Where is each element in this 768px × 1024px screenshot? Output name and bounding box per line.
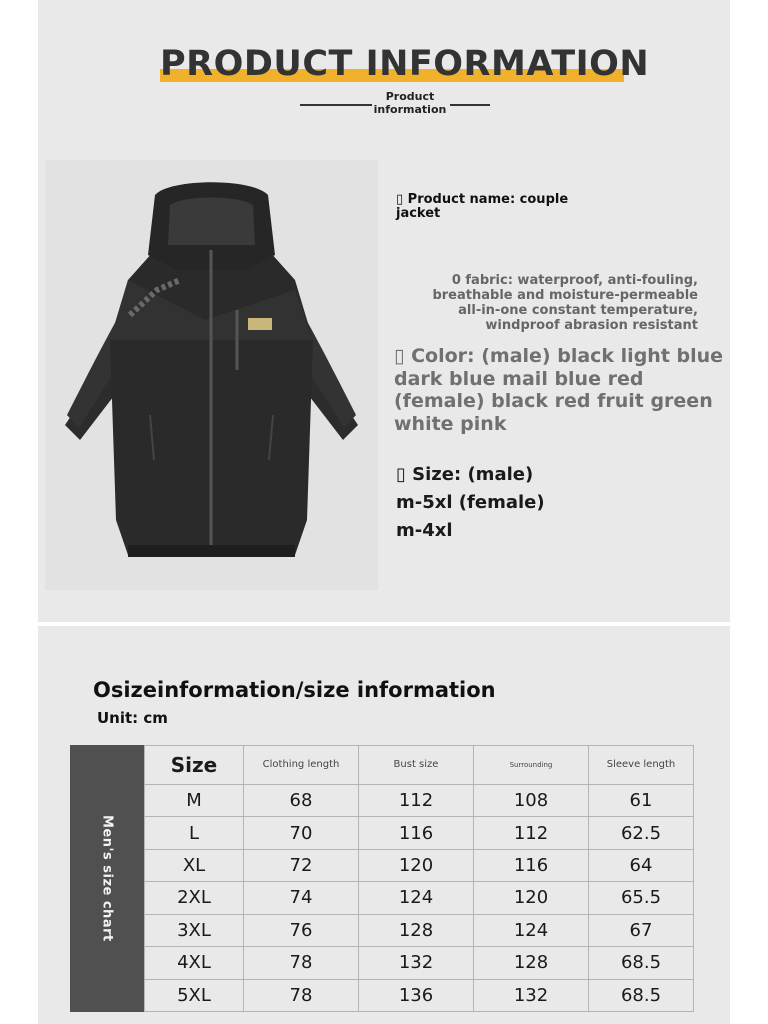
header-size: Size [145, 746, 244, 785]
header-clothing-length: Clothing length [244, 746, 359, 785]
cell-surrounding: 112 [474, 817, 589, 849]
cell-clothing-length: 76 [244, 914, 359, 946]
cell-clothing-length: 72 [244, 849, 359, 881]
product-colors: ▯ Color: (male) black light blue dark blue mail blue red (female) black red fruit green white pink [394, 345, 724, 435]
cell-bust-size: 124 [359, 882, 474, 914]
cell-sleeve-length: 65.5 [589, 882, 694, 914]
header-bust-size: Bust size [359, 746, 474, 785]
header-sleeve-length: Sleeve length [589, 746, 694, 785]
page-subtitle [360, 90, 460, 116]
cell-size: 4XL [145, 947, 244, 979]
size-chart-header-row [145, 746, 694, 785]
cell-size: 5XL [145, 979, 244, 1011]
subtitle-line-1: Product [385, 90, 435, 103]
cell-size: 3XL [145, 914, 244, 946]
subtitle-line-2: information [373, 103, 447, 116]
table-row [145, 849, 694, 881]
jacket-illustration [45, 160, 378, 590]
size-section-title: Osizeinformation/size information [93, 678, 496, 702]
size-range-line-1: ▯ Size: (male) [396, 464, 534, 485]
cell-clothing-length: 68 [244, 785, 359, 817]
cell-clothing-length: 78 [244, 979, 359, 1011]
cell-surrounding: 132 [474, 979, 589, 1011]
product-name: ▯ Product name: couple jacket [396, 192, 569, 221]
cell-clothing-length: 70 [244, 817, 359, 849]
cell-bust-size: 136 [359, 979, 474, 1011]
table-row [145, 785, 694, 817]
size-chart-table [144, 745, 694, 1012]
table-row [145, 882, 694, 914]
cell-sleeve-length: 61 [589, 785, 694, 817]
cell-clothing-length: 78 [244, 947, 359, 979]
size-range-line-3: m-4xl [396, 520, 453, 541]
cell-bust-size: 132 [359, 947, 474, 979]
header-surrounding: Surrounding [474, 746, 589, 785]
cell-size: L [145, 817, 244, 849]
cell-sleeve-length: 68.5 [589, 947, 694, 979]
cell-sleeve-length: 62.5 [589, 817, 694, 849]
table-row [145, 979, 694, 1011]
subtitle-divider-right [450, 104, 490, 106]
product-photo [45, 160, 378, 590]
product-fabric: 0 fabric: waterproof, anti-fouling, breathable and moisture-permeable all-in-one constant temperature, windproof abrasion resistant [432, 273, 698, 333]
unit-label: Unit: cm [97, 709, 168, 727]
brand-logo-patch [248, 318, 272, 330]
cell-surrounding: 120 [474, 882, 589, 914]
size-range-line-2: m-5xl (female) [396, 492, 545, 513]
cell-bust-size: 120 [359, 849, 474, 881]
cell-surrounding: 128 [474, 947, 589, 979]
cell-bust-size: 112 [359, 785, 474, 817]
cell-clothing-length: 74 [244, 882, 359, 914]
cell-size: M [145, 785, 244, 817]
table-row [145, 817, 694, 849]
cell-sleeve-length: 67 [589, 914, 694, 946]
cell-surrounding: 124 [474, 914, 589, 946]
product-size-range [396, 461, 596, 545]
cell-size: XL [145, 849, 244, 881]
cell-surrounding: 108 [474, 785, 589, 817]
cell-bust-size: 116 [359, 817, 474, 849]
cell-sleeve-length: 68.5 [589, 979, 694, 1011]
page-title: PRODUCT INFORMATION [160, 44, 650, 84]
table-row [145, 947, 694, 979]
table-row [145, 914, 694, 946]
cell-sleeve-length: 64 [589, 849, 694, 881]
size-chart-side-text: Men's size chart [99, 815, 115, 942]
cell-size: 2XL [145, 882, 244, 914]
size-chart-side-label [70, 745, 144, 1012]
cell-bust-size: 128 [359, 914, 474, 946]
cell-surrounding: 116 [474, 849, 589, 881]
